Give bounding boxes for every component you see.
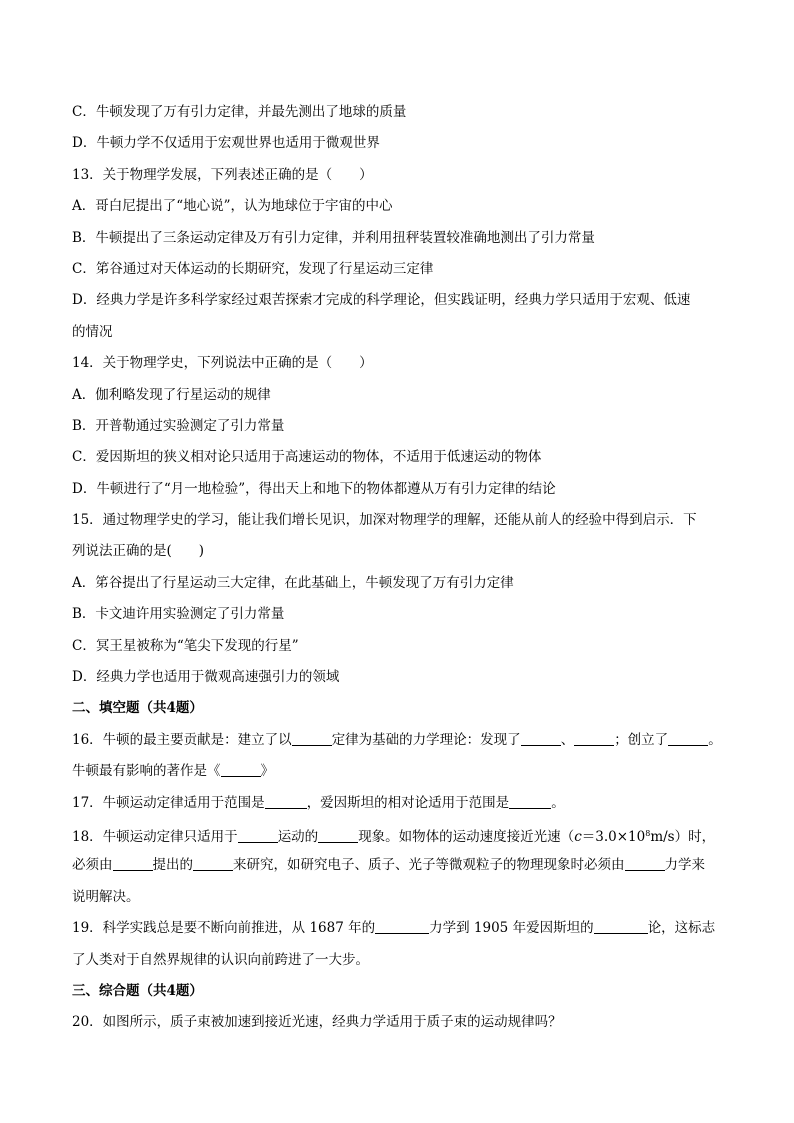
answer-blank[interactable] <box>574 731 614 746</box>
q19-text-2: 力学到 1905 年爱因斯坦的 <box>429 920 594 937</box>
question-14-option-a: A．伽利略发现了行星运动的规律 <box>72 386 271 403</box>
question-13-option-d-cont: 的情况 <box>72 323 113 340</box>
question-14-option-d: D．牛顿进行了“月一地检验”，得出天上和地下的物体都遵从万有引力定律的结论 <box>72 480 556 497</box>
question-13-option-b: B．牛顿提出了三条运动定律及万有引力定律，并利用扭秤装置较准确地测出了引力常量 <box>72 229 595 246</box>
q18-text-4: 必须由 <box>72 857 113 874</box>
q16-text-6: 牛顿最有影响的著作是《 <box>72 763 221 780</box>
q16-text-7: 》 <box>260 763 274 780</box>
answer-blank[interactable] <box>292 731 332 746</box>
speed-of-light-symbol: c <box>574 828 582 845</box>
question-15-option-b: B．卡文迪许用实验测定了引力常量 <box>72 606 285 623</box>
q18-text-5: 提出的 <box>152 857 193 874</box>
q18-text-7: 力学来 <box>664 857 705 874</box>
question-15-option-a: A．笫谷提出了行星运动三大定律，在此基础上，牛顿发现了万有引力定律 <box>72 574 514 591</box>
answer-blank[interactable] <box>221 762 261 777</box>
answer-blank[interactable] <box>375 919 429 934</box>
q17-text-3: 。 <box>551 794 565 811</box>
document-page <box>72 100 722 1042</box>
question-20: 20．如图所示，质子束被加速到接近光速，经典力学适用于质子束的运动规律吗？ <box>72 1014 562 1031</box>
question-13-option-d: D．经典力学是许多科学家经过艰苦探索才完成的科学理论，但实践证明，经典力学只适用于宏观、低速 <box>72 292 691 309</box>
q18-text-1: 18．牛顿运动定律只适用于 <box>72 828 238 845</box>
option-c-line: C．牛顿发现了万有引力定律，并最先测出了地球的质量 <box>72 104 407 120</box>
q16-text-5: 。 <box>708 731 722 748</box>
q19-text-1: 19．科学实践总是要不断向前推进，从 1687 年的 <box>72 920 376 937</box>
question-19-cont: 了人类对于自然界规律的认识向前跨进了一大步。 <box>72 951 369 968</box>
answer-blank[interactable] <box>668 731 708 746</box>
q16-text-2: 定律为基础的力学理论：发现了 <box>331 731 521 748</box>
speed-exponent: 8 <box>645 828 651 838</box>
question-13-option-a: A．哥白尼提出了“地心说”，认为地球位于宇宙的中心 <box>72 198 393 215</box>
q18-text-3: 现象。如物体的运动速度接近光速（ <box>358 828 575 845</box>
option-d-line: D．牛顿力学不仅适用于宏观世界也适用于微观世界 <box>72 135 380 152</box>
q17-text-2: ，爱因斯坦的相对论适用于范围是 <box>306 794 510 811</box>
section-heading-comprehensive: 三、综合题（共4题） <box>72 982 203 999</box>
section-heading-fill-in: 二、填空题（共4题） <box>72 700 203 717</box>
q18-text-6: 来研究，如研究电子、质子、光子等微观粒子的物理现象时必须由 <box>233 857 625 874</box>
question-18 <box>72 822 722 853</box>
question-14-option-b: B．开普勒通过实验测定了引力常量 <box>72 417 285 434</box>
question-15-option-c: C．冥王星被称为“笔尖下发现的行星” <box>72 637 299 654</box>
answer-blank[interactable] <box>625 856 665 871</box>
answer-blank[interactable] <box>509 794 551 809</box>
question-14: 14．关于物理学史，下列说法中正确的是（ ） <box>72 355 373 372</box>
answer-blank[interactable] <box>265 794 307 809</box>
q19-text-3: 论，这标志 <box>647 920 716 937</box>
q16-text-1: 16．牛顿的最主要贡献是：建立了以 <box>72 731 292 748</box>
question-15: 15．通过物理学史的学习，能让我们增长见识，加深对物理学的理解，还能从前人的经验中得到启示．下 <box>72 512 697 529</box>
question-14-option-c: C．爱因斯坦的狭义相对论只适用于高速运动的物体，不适用于低速运动的物体 <box>72 449 542 466</box>
answer-blank[interactable] <box>193 856 233 871</box>
answer-blank[interactable] <box>113 856 153 871</box>
question-13-option-c: C．笫谷通过对天体运动的长期研究，发现了行星运动三定律 <box>72 260 434 277</box>
question-15-option-d: D．经典力学也适用于微观高速强引力的领域 <box>72 669 340 686</box>
answer-blank[interactable] <box>521 731 561 746</box>
speed-value: ＝3.0×10 <box>581 828 646 845</box>
answer-blank[interactable] <box>594 919 648 934</box>
q16-text-3: 、 <box>560 731 575 748</box>
question-17 <box>72 791 722 822</box>
speed-unit: m/s）时， <box>650 828 716 845</box>
answer-blank[interactable] <box>238 828 278 843</box>
question-16-cont <box>72 759 722 790</box>
question-15-cont: 列说法正确的是( ) <box>72 543 205 560</box>
q17-text-1: 17．牛顿运动定律适用于范围是 <box>72 794 265 811</box>
question-16 <box>72 728 722 759</box>
answer-blank[interactable] <box>318 828 358 843</box>
question-13: 13．关于物理学发展，下列表述正确的是（ ） <box>72 166 373 183</box>
q18-text-2: 运动的 <box>277 828 319 845</box>
q16-text-4: ；创立了 <box>614 731 669 748</box>
question-19 <box>72 916 722 947</box>
question-18-cont-2: 说明解决。 <box>72 888 140 905</box>
question-18-cont <box>72 853 722 884</box>
